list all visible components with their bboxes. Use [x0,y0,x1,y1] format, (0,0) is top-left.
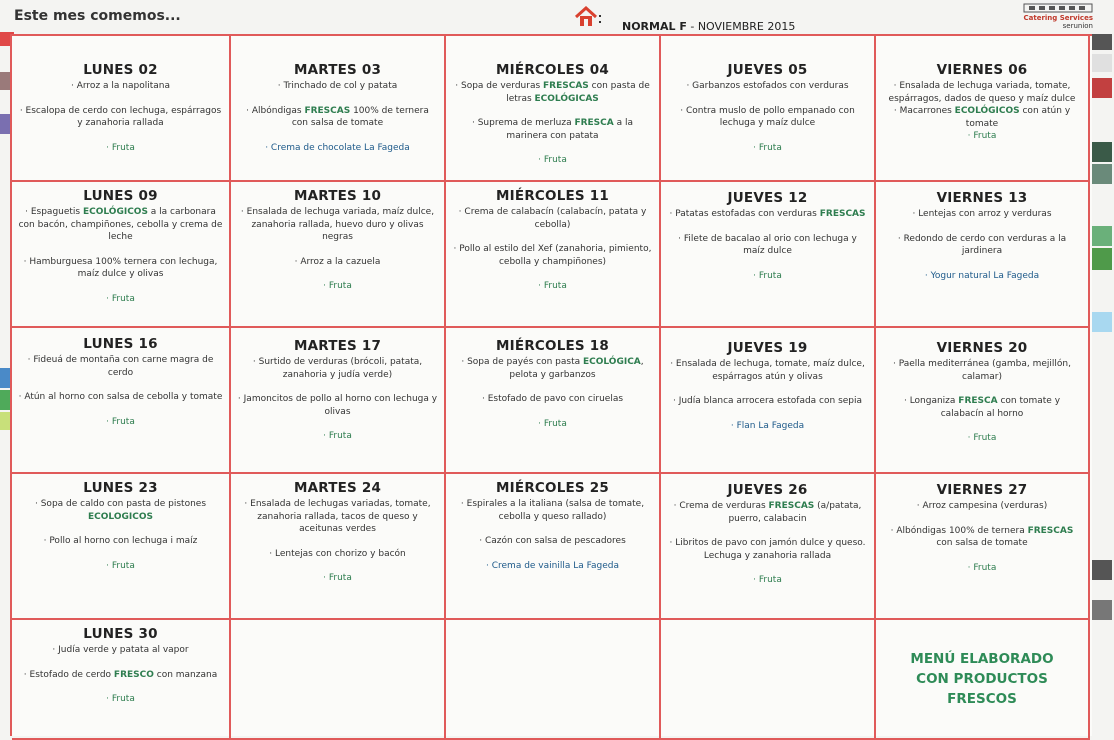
dish-text: Judía verde y patata al vapor [58,645,189,655]
note-line: MENÚ ELABORADO [910,651,1054,667]
decor-stripe [1092,142,1112,162]
empty-cell [661,620,876,740]
dish-text: Lentejas con chorizo y bacón [274,548,406,559]
day-title: LUNES 16 [83,336,158,352]
dish-text: con tomate y calabacín al horno [940,396,1061,419]
eco-tag: ECOLÓGICAS [534,93,599,104]
dessert-text: Fruta [973,433,997,443]
day-cell [231,36,446,182]
day-title: JUEVES 12 [727,190,808,206]
dish-text: Surtido de verduras (brócoli, patata, zanahoria y judía verde) [258,357,423,380]
first-course: · Patatas estofadas con verduras FRESCAS [669,209,866,219]
day-title: LUNES 09 [83,188,158,204]
dessert: · Fruta [967,433,997,443]
dessert-text: Fruta [111,560,135,571]
day-cell [661,474,876,620]
dish-text: Garbanzos estofados con verduras [692,81,849,91]
dish-text: Trinchado de col y patata [283,81,398,91]
dish-text: con manzana [153,669,218,680]
dessert-text: Crema de chocolate La Fageda [270,142,410,153]
day-title: LUNES 23 [83,480,158,496]
dish-text: con salsa de tomate [936,538,1028,548]
dish-text: Paella mediterránea (gamba, mejillón, calamar) [898,359,1071,382]
day-cell [876,474,1090,620]
eco-tag: ECOLÓGICOS [82,207,148,217]
dessert: · Crema de vainilla La Fageda [486,560,619,571]
day-title: MIÉRCOLES 18 [496,338,609,354]
day-title: LUNES 02 [83,62,158,78]
dish-text: Lentejas con arroz y verduras [918,209,1052,219]
dish-text: Patatas estofadas con verduras [675,209,820,219]
dish-text: Arroz a la napolitana [76,81,170,91]
second-course: · Estofado de cerdo FRESCO con manzana [23,669,218,680]
dish-text: Redondo de cerdo con verduras a la jardinera [903,233,1067,256]
dish-text: Atún al horno con salsa de cebolla y tomate [24,392,223,402]
day-title: JUEVES 05 [727,62,808,78]
fresh-tag: FRESCAS [1027,525,1074,536]
dessert: · Fruta [538,155,567,165]
first-course: · Fideuá de montaña con carne magra de cerdo [27,355,214,378]
day-cell [12,328,231,474]
day-cell [231,182,446,328]
logo-mark [1023,3,1093,13]
dish-text: Ensalada de lechuga variada, maíz dulce, zanahoria rallada, huevo duro y olivas negras [246,207,435,242]
second-course: · Pollo al horno con lechuga i maíz [43,536,198,546]
first-course: · Crema de verduras FRESCAS (a/patata, puerro, calabacin [673,501,862,524]
dessert-text: Fruta [328,573,352,583]
day-cell [231,328,446,474]
second-course: · Redondo de cerdo con verduras a la jardinera [897,233,1067,256]
dish-text: Fideuá de montaña con carne magra de cerdo [33,355,214,378]
dish-text: Ensalada de lechugas variadas, tomate, zanahoria rallada, tacos de queso y aceitunas verdes [250,499,431,534]
dish-text: Arroz a la cazuela [300,256,381,267]
dessert-text: Fruta [543,281,567,291]
logo-subtitle: Catering Services [1023,14,1093,22]
dessert-text: Fruta [758,270,782,281]
dish-text: Suprema de merluza [477,118,575,128]
dessert-text: Fruta [973,131,997,141]
dish-text: Jamoncitos de pollo al horno con lechuga y olivas [243,394,438,417]
day-title: MARTES 17 [293,338,382,354]
day-cell [12,182,231,328]
dish-text: Pollo al horno con lechuga i maíz [49,536,198,546]
dessert: · Fruta [106,293,135,304]
dessert: · Fruta [106,142,135,153]
second-course: · Atún al horno con salsa de cebolla y tomate [18,392,223,402]
dessert-text: Fruta [758,142,782,153]
day-cell [446,182,661,328]
dessert-text: Flan La Fageda [736,420,805,431]
second-course: · Cazón con salsa de pescadores [479,536,626,546]
logo-brand: serunion [1062,22,1093,30]
day-title: VIERNES 06 [936,62,1028,78]
dessert: · Fruta [753,142,782,153]
menu-month: NOVIEMBRE 2015 [697,20,796,33]
day-cell [12,36,231,182]
dish-text: Hamburguesa 100% ternera con lechuga, maíz dulce y olivas [29,256,218,279]
dish-text: Espirales a la italiana (salsa de tomate, cebolla y queso rallado) [466,499,645,522]
dish-text: Contra muslo de pollo empanado con lechuga y maíz dulce [685,105,855,128]
dish-text: Albóndigas 100% de ternera [896,525,1028,536]
note-line: CON PRODUCTOS [916,671,1048,687]
decor-stripe [1092,600,1112,620]
decor-stripe [1092,226,1112,246]
dessert: · Fruta [538,281,567,291]
fresh-tag: FRESCA [574,118,614,128]
day-title: VIERNES 27 [936,482,1028,498]
day-title: JUEVES 19 [727,340,808,356]
dessert: · Fruta [753,270,782,281]
menu-title [622,20,795,33]
dish-text: con pasta de letras [506,81,650,104]
decor-stripe [1092,34,1112,50]
first-course: · Ensalada de lechuga, tomate, maíz dulce, espárragos atún y olivas [670,359,865,382]
first-course: · Sopa de payés con pasta ECOLÓGICA, pelota y garbanzos [461,357,644,380]
dish-text: Libritos de pavo con jamón dulce y queso. Lechuga y zanahoria rallada [675,538,866,561]
decor-stripe [1092,78,1112,98]
dish-text: Escalopa de cerdo con lechuga, espárragos y zanahoria rallada [25,105,222,128]
day-cell [876,36,1090,182]
first-course: · Garbanzos estofados con verduras [686,81,849,91]
dessert: · Fruta [106,694,135,704]
dessert: · Fruta [323,573,352,583]
day-cell [876,182,1090,328]
dish-text: Sopa de caldo con pasta de pistones [40,499,207,509]
first-course: · Lentejas con arroz y verduras [912,209,1052,219]
day-title: MIÉRCOLES 04 [496,62,609,78]
day-cell [231,474,446,620]
fresh-products-note [876,620,1090,740]
day-cell [661,182,876,328]
decor-stripe [1092,560,1112,580]
dessert-text: Yogur natural La Fageda [930,270,1040,281]
dessert: · Fruta [106,560,135,571]
day-cell [446,36,661,182]
dish-text: Macarrones [899,106,955,116]
day-cell [661,328,876,474]
eco-tag: ECOLÓGICA [582,357,641,367]
second-course: · Hamburguesa 100% ternera con lechuga, maíz dulce y olivas [23,256,218,279]
dish-text: Judía blanca arrocera estofada con sepia [678,396,863,406]
dessert-text: Fruta [111,694,135,704]
fresh-tag: FRESCA [958,396,998,406]
second-course: · Judía blanca arrocera estofada con sepia [672,396,863,406]
dish-text: Crema de calabacín (calabacín, patata y cebolla) [464,207,647,230]
fresh-tag: FRESCAS [304,105,351,116]
day-cell [446,474,661,620]
dessert-text: Fruta [543,418,567,429]
dish-text: Cazón con salsa de pescadores [484,536,626,546]
dish-text: Albóndigas [251,105,305,116]
day-title: MARTES 10 [293,188,382,204]
first-course: · Espirales a la italiana (salsa de tomate, cebolla y queso rallado) [460,499,645,522]
dessert: · Yogur natural La Fageda [924,270,1040,281]
second-course: · Jamoncitos de pollo al horno con lechuga y olivas [237,394,438,417]
dessert: · Fruta [323,281,352,291]
dessert-text: Fruta [328,281,352,291]
dessert-text: Fruta [328,431,352,441]
second-course: · Albóndigas 100% de ternera FRESCAS con salsa de tomate [890,525,1074,548]
dessert: · Fruta [967,562,997,573]
day-title: MARTES 03 [293,62,382,78]
dessert: · Fruta [538,418,567,429]
fresh-tag: FRESCAS [819,209,866,219]
dessert: · Fruta [753,575,782,585]
dish-text: , pelota y garbanzos [509,357,644,380]
first-course: · Ensalada de lechuga variada, tomate, espárragos, dados de queso y maíz dulce [888,81,1076,104]
decor-stripe [1092,164,1112,184]
decor-stripe [1092,54,1112,72]
day-cell [12,474,231,620]
day-title: VIERNES 13 [936,190,1028,206]
dessert-text: Fruta [111,293,135,304]
dish-text: Crema de verduras [679,501,769,511]
first-course: · Trinchado de col y patata [277,81,398,91]
decor-stripe [1092,312,1112,332]
dish-text: Sopa de payés con pasta [467,357,583,367]
day-title: JUEVES 26 [727,482,808,498]
dish-text: Ensalada de lechuga variada, tomate, espárragos, dados de queso y maíz dulce [888,81,1076,104]
dessert-text: Crema de vainilla La Fageda [491,560,619,571]
day-title: LUNES 30 [83,626,158,642]
second-course: · Lentejas con chorizo y bacón [269,548,406,559]
dessert-text: Fruta [973,562,997,573]
page-header [0,0,1114,34]
day-title: MARTES 24 [293,480,382,496]
company-logo [1021,3,1093,33]
second-course: · Arroz a la cazuela [294,256,381,267]
dish-text: Sopa de verduras [461,81,544,91]
second-course: · Macarrones ECOLÓGICOS con atún y tomate [893,106,1071,129]
menu-type: NORMAL F [622,20,687,33]
dessert-text: Fruta [111,142,135,153]
dessert: · Fruta [967,131,997,141]
dessert-text: Fruta [758,575,782,585]
second-course: · Estofado de pavo con ciruelas [481,394,624,404]
day-title: MIÉRCOLES 25 [496,480,609,496]
dessert: · Flan La Fageda [730,420,805,431]
dish-text: Filete de bacalao al orio con lechuga y maíz dulce [683,233,857,256]
first-course: · Sopa de caldo con pasta de pistones ECOLOGICOS [34,499,207,522]
dish-text: a la marinera con patata [506,118,633,141]
day-cell [446,328,661,474]
dish-text: Arroz campesina (verduras) [922,501,1048,511]
first-course: · Sopa de verduras FRESCAS con pasta de letras ECOLÓGICAS [455,81,650,104]
day-cell [661,36,876,182]
first-course: · Espaguetis ECOLÓGICOS a la carbonara con bacón, champiñones, cebolla y crema de leche [18,207,223,242]
eco-tag: ECOLÓGICOS [954,106,1020,116]
second-course: · Suprema de merluza FRESCA a la marinera con patata [471,118,633,141]
second-course: · Albóndigas FRESCAS 100% de ternera con salsa de tomate [246,105,429,128]
dessert: · Fruta [323,431,352,441]
dish-text: Ensalada de lechuga, tomate, maíz dulce, espárragos atún y olivas [675,359,865,382]
second-course: · Libritos de pavo con jamón dulce y queso. Lechuga y zanahoria rallada [669,538,866,561]
second-course: · Filete de bacalao al orio con lechuga y maíz dulce [678,233,857,256]
first-course: · Judía verde y patata al vapor [52,645,189,655]
dish-text: Estofado de pavo con ciruelas [487,394,624,404]
dish-text: Espaguetis [30,207,83,217]
home-icon [574,6,604,28]
note-line: FRESCOS [947,691,1017,707]
eco-tag: ECOLOGICOS [88,511,153,522]
second-course: · Longaniza FRESCA con tomate y calabacín al horno [903,396,1061,419]
dish-text: Longaniza [909,396,959,406]
dessert: · Crema de chocolate La Fageda [265,142,410,153]
first-course: · Arroz campesina (verduras) [916,501,1048,511]
second-course: · Pollo al estilo del Xef (zanahoria, pimiento, cebolla y champiñones) [453,244,652,267]
fresh-tag: FRESCAS [768,501,815,511]
first-course: · Crema de calabacín (calabacín, patata y cebolla) [458,207,647,230]
first-course: · Surtido de verduras (brócoli, patata, zanahoria y judía verde) [252,357,423,380]
dish-text: con atún y tomate [965,106,1071,129]
dessert-text: Fruta [543,155,567,165]
dish-text: 100% de ternera con salsa de tomate [291,105,429,128]
fresh-tag: FRESCO [113,669,154,680]
day-title: VIERNES 20 [936,340,1028,356]
tagline: Este mes comemos... [14,8,181,24]
empty-cell [231,620,446,740]
dessert-text: Fruta [111,416,135,427]
day-cell [12,620,231,740]
first-course: · Ensalada de lechugas variadas, tomate, zanahoria rallada, tacos de queso y aceitunas verdes [244,499,431,534]
dish-text: (a/patata, puerro, calabacin [728,501,862,524]
dish-text: Pollo al estilo del Xef (zanahoria, pimiento, cebolla y champiñones) [459,244,652,267]
first-course: · Paella mediterránea (gamba, mejillón, calamar) [893,359,1071,382]
day-cell [876,328,1090,474]
first-course: · Ensalada de lechuga variada, maíz dulce, zanahoria rallada, huevo duro y olivas negras [240,207,435,242]
second-course: · Contra muslo de pollo empanado con lechuga y maíz dulce [680,105,855,128]
dessert: · Fruta [106,416,135,427]
day-title: MIÉRCOLES 11 [496,188,609,204]
menu-separator: - [686,20,698,33]
dish-text: a la carbonara con bacón, champiñones, cebolla y crema de leche [18,207,223,242]
first-course: · Arroz a la napolitana [71,81,170,91]
menu-calendar [10,34,1092,736]
fresh-tag: FRESCAS [543,81,589,91]
second-course: · Escalopa de cerdo con lechuga, espárragos y zanahoria rallada [19,105,222,128]
dish-text: Estofado de cerdo [29,669,114,680]
empty-cell [446,620,661,740]
